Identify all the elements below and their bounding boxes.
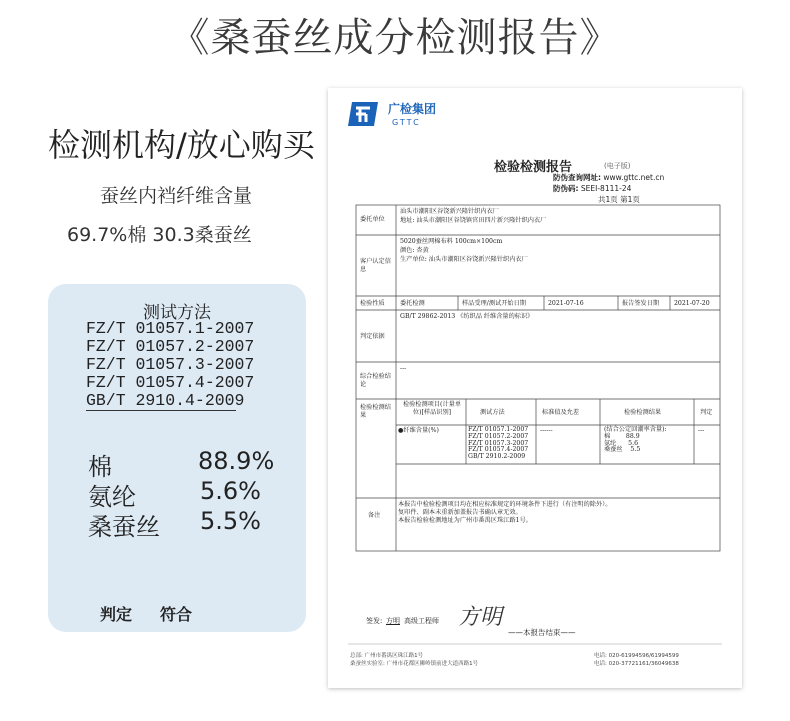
client-name: 汕头市潮阳区谷饶新兴隆针织内衣厂: [400, 208, 499, 215]
col-method-header: 测试方法: [480, 409, 505, 416]
judge-value: ---: [698, 427, 705, 434]
footer-address-2: 桑蚕丝实验室: 广州市花都区狮岭镇前进大道西路1号: [350, 661, 479, 667]
standard-item: FZ/T 01057.2-2007: [86, 337, 255, 356]
verdict-label: 判定: [100, 605, 133, 624]
result-label: 检验检测结果: [360, 404, 391, 419]
remark-label: 备注: [368, 512, 381, 519]
product-color: 颜色: 杏黄: [400, 247, 429, 254]
conclusion-label: 综合检验结论: [360, 373, 391, 388]
receive-date: 2021-07-16: [548, 300, 584, 307]
signer-label: 签发:: [366, 617, 383, 625]
col-judge-header: 判定: [700, 409, 713, 416]
std-value: ------: [540, 427, 553, 434]
results-list: (结合公定回潮率含量): 棉 88.9 氨纶 5.6 桑蚕丝 5.5: [604, 426, 667, 454]
test-report-document: [328, 88, 742, 688]
verdict-value: 符合: [160, 605, 193, 624]
footer-tel-2: 电话: 020-37721161/36049638: [594, 661, 679, 667]
page-count: 共1页 第1页: [598, 195, 640, 204]
remark-line: 本报告中检验检测项目均在相应标准规定的环境条件下进行（有注明的除外）。: [398, 501, 612, 508]
page-title: 《桑蚕丝成分检测报告》: [169, 15, 621, 61]
query-site: 防伪查询网址: www.gttc.net.cn: [553, 173, 665, 182]
composition-name: 氨纶: [88, 483, 136, 511]
test-method-card: [48, 284, 306, 632]
product-desc: 5020蚕丝网棉布料 100cm×100cm: [400, 238, 503, 245]
standard-item: FZ/T 01057.1-2007: [86, 319, 255, 338]
nature-label: 检验性质: [360, 300, 385, 307]
product-maker: 生产单位: 汕头市潮阳区谷饶新兴隆针织内衣厂: [400, 256, 528, 263]
footer-divider: [328, 88, 742, 688]
issue-label: 报告签发日期: [622, 300, 660, 307]
composition-name: 棉: [88, 453, 112, 481]
standard-item: GB/T 2910.4-2009: [86, 391, 245, 410]
basis-label: 判定依据: [360, 333, 385, 340]
remark-line: 本报告检验检测地址为广州市番禺区珠江路1号。: [398, 517, 532, 524]
left-subtext-2: 69.7%棉 30.3桑蚕丝: [67, 224, 252, 246]
divider: [86, 410, 236, 411]
footer-tel-1: 电话: 020-61994596/61994599: [594, 653, 679, 659]
standard-item: FZ/T 01057.4-2007: [86, 373, 255, 392]
methods-list: FZ/T 01057.1-2007 FZ/T 01057.2-2007 FZ/T 01057.3-2007 FZ/T 01057.4-2007 GB/T 2910.2-2009: [468, 426, 529, 461]
composition-value: 88.9%: [198, 447, 275, 475]
basis-value: GB/T 29862-2013 《纺织品 纤维含量的标识》: [400, 313, 534, 320]
composition-value: 5.6%: [200, 477, 261, 505]
col-std-header: 标准值及允差: [542, 409, 580, 416]
logo-abbrev: GTTC: [392, 118, 421, 127]
issue-date: 2021-07-20: [674, 300, 710, 307]
footer-address-1: 总部: 广州市番禺区珠江路1号: [350, 653, 424, 659]
product-label: 客户认定信息: [360, 258, 391, 273]
nature-value: 委托检测: [400, 300, 425, 307]
standards-list: [86, 320, 254, 410]
standard-item: FZ/T 01057.3-2007: [86, 355, 255, 374]
composition-value: 5.5%: [200, 507, 261, 535]
logo-name: 广检集团: [388, 102, 437, 116]
report-end-marker: ——本报告结束——: [508, 628, 576, 637]
remark-line: 复印件、副本未重新加盖报告书确认章无效。: [398, 509, 522, 516]
item-value: ●纤维含量(%): [398, 427, 439, 434]
card-title: 测试方法: [143, 303, 211, 323]
composition-row: [88, 507, 261, 542]
receive-label: 样品受理/测试开始日期: [462, 300, 526, 307]
anti-fake-code: 防伪码: SEEI-8111-24: [553, 184, 632, 193]
client-label: 委托单位: [360, 216, 385, 223]
col-item-header: 检验检测项目(计量单位)[样品识别]: [402, 401, 462, 416]
left-subtext-1: 蚕丝内裆纤维含量: [100, 185, 253, 207]
handwritten-signature: 方明: [458, 605, 503, 630]
composition-name: 桑蚕丝: [88, 513, 160, 541]
report-title: 检验检测报告: [494, 160, 573, 175]
report-edition: (电子版): [604, 162, 631, 170]
col-result-header: 检验检测结果: [624, 409, 662, 416]
signer-role: 高级工程师: [404, 617, 439, 625]
conclusion-value: ---: [400, 365, 407, 372]
left-heading: 检测机构/放心购买: [48, 126, 315, 164]
client-address: 地址: 汕头市潮阳区谷饶镇官田四片新兴隆针织内衣厂: [400, 217, 547, 224]
signer-name: 方明: [386, 617, 400, 625]
